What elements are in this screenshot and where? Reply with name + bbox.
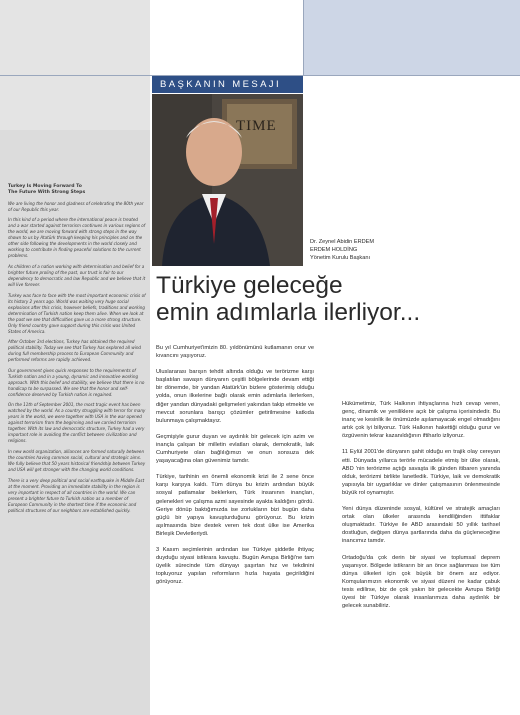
portrait-illustration bbox=[152, 94, 303, 266]
top-accent-block bbox=[303, 0, 520, 75]
headline-line-1: Türkiye geleceğe bbox=[156, 272, 343, 299]
sidebar-paragraph: We are living the honor and gladness of celebrating the 80th year of our Republic this year. bbox=[8, 200, 144, 212]
body-column-left bbox=[156, 344, 314, 594]
caption-name: Dr. Zeynel Abidin ERDEM bbox=[310, 239, 375, 245]
sidebar-top-panel bbox=[0, 0, 150, 130]
section-header: BAŞKANIN MESAJI bbox=[152, 76, 303, 93]
vertical-rule bbox=[303, 0, 304, 75]
body-column-right bbox=[342, 400, 500, 618]
body-paragraph: Hükümetimiz, Türk Halkının ihtiyaçlarına hızlı cevap veren, genç, dinamik ve yeniliklere açık bir çalışma içerisindedir. Bu inanç ve kesinlik ile önümüzde aşılamayacak engel olmadığını artık çok iyi biliyoruz. Türk Halkının hakettiği olduğu gurur ve özgüvenin tekrar kazanıldığının iftiharlo izliyoruz. bbox=[342, 401, 500, 440]
photo-caption bbox=[310, 238, 374, 262]
sidebar-paragraph: There is a very deep political and social earthquake in Middle East at the moment. Providing an immediate stability in the region is very important in respect of all countries in the world. We can present a brighter future to Turkish nation as a member of European Community in the shortest time if the economic and political structures of our neighbors are established quickly. bbox=[8, 477, 145, 513]
caption-role: Yönetim Kurulu Başkanı bbox=[310, 255, 371, 261]
sidebar-title: Turkey Is Moving Forward To The Future With Strong Steps bbox=[8, 184, 86, 196]
sidebar-paragraph: On the 11th of September 2001, the most tragic event has been watched by the world. As a country struggling with terror for many years in the world, we were together with USA in the war opened against terrorism from the beginning and we carried terrorism together. With its law and democratic structure, Turkey had a very important role in avoiding the conflict between civilization and religions. bbox=[8, 402, 146, 444]
portrait-photo bbox=[152, 94, 303, 266]
sidebar-paragraph: In this kind of a period where the international peace is treated and a war started against terrorism continues in various regions of the world, we are moving forward with strong steps in the way shown to us by Atatürk through keeping his principles and on the other side following the developments in the world closely and working to contribute in finding peaceful solutions to the current problems. bbox=[8, 217, 146, 259]
body-paragraph: 3 Kasım seçimlerinin ardından ise Türkiye şiddetle ihtiyaç duyduğu siyasi istikrara kavuştu. Bugün Avrupa Birliği'ne tam üyelik sürecinde tüm dünyayı şaşırtan hız ve tekdinini topluyoruz yapılan reformların hızla hayata geçirildiğini görüyoruz. bbox=[156, 546, 314, 586]
body-paragraph: Geçmişiyle gurur duyan ve aydınlık bir gelecek için azim ve inançla çalışan bir milletin evlatları olarak, demokratik, laik Cumhuriyete olan bağlılığımızı ve onun sonsuza dek yaşayacağına olan güvenimiz tamdır. bbox=[156, 433, 314, 465]
body-paragraph: Ortadoğu'da çok derin bir siyasi ve toplumsal deprem yaşanıyor. Bölgede istikrarın bir an önce sağlanması ise tüm dünya ülkeleri için çok büyük bir önem arz ediyor. Komşularımızın ekonomik ve siyasi düzeni ne kadar çabuk tesis edilirse, biz de çok yakın bir gelecekte Avrupa Birliği üyesi bir Türkiye olarak insanlarımıza daha aydınlık bir gelecek sunabiliriz. bbox=[342, 554, 500, 610]
body-paragraph: 11 Eylül 2001'de dünyanın şahit olduğu en trajik olay cereyan etti. Dünyada yıllarca terörle mücadele etmiş bir ülke olarak, ABD 'nin terörizme açtığı savaşta ilk günden itibaren yanında olduk, terörizmi birlikte lanetledik. Türkiye, laik ve demokratik yapısıyla bir uygarlıklar ve dinler çatışmasının önlenmesinde büyük rol oynamıştır. bbox=[342, 449, 500, 496]
sidebar-paragraph: Our government gives quick responses to the requirements of Turkish nation and in a young, dynamic and innovative working approach. With this belief and stability, we believe that there is no handicap to be surpassed. We see that the honor and self-confidence deserved by Turkish nation is regained. bbox=[8, 367, 145, 397]
headline-line-2: emin adımlarla ilerliyor... bbox=[156, 299, 421, 326]
sidebar-paragraph: Turkey was face to face with the most important economic crisis of its history 2 years ago. World was waiting very huge social explosions after this crisis, however beliefs, traditions and working determination of Turkish nation keep them alive. When we look at the past we see that difficulties gave us a more strong structure. Only friend country gave support during this crisis was United States of America. bbox=[8, 292, 146, 334]
english-summary bbox=[8, 184, 146, 518]
sidebar-paragraph: After October 3rd elections, Turkey has obtained the required political stability. Today we see that Turkey has explored all wind during full membership process to European Community and performed reforms are rapidly achieved. bbox=[8, 339, 142, 363]
caption-company: ERDEM HOLDİNG bbox=[310, 247, 358, 253]
body-paragraph: Bu yıl Cumhuriyet'imizin 80. yıldönümünü kutlamanın onur ve kıvancını yaşıyoruz. bbox=[156, 345, 314, 360]
sidebar-paragraph: As children of a nation working with determination and belief for a brighter future proling of the past, our trust is fair to our dependency to democratic and law Republic and we believe that it will live forever. bbox=[8, 264, 146, 287]
wall-sign-text: TIME bbox=[236, 118, 277, 134]
body-paragraph: Uluslararası barışın tehdit altında olduğu ve terörizme karşı başlatılan savaşın dünyanın çeşitli bölgelerinde devam ettiği bir dönemde, bir yandan Atatürk'ün bizlere gösterimiş olduğu yolda, onun ilkelerine bağlı olarak emin adımlarla ilerlerken, diğer yandan dünyadaki gelişmeleri yakından takip etmekte ve mevcut sorunlara barışçı çözümler getirilmesine katkıda bulunmaya çalışmaktayız. bbox=[156, 369, 314, 424]
body-paragraph: Türkiye, tarihinin en önemli ekonomik krizi ile 2 sene önce karşı karşıya kaldı. Tüm dünya bu krizin ardından büyük sosyal patlamalar beklerken, Türk insanının inançları, gelenekleri ve çalışma azmi sayesinde ayakta kaldığını gördü. Geriye dönüp baktığımızda ise zorlukların bizi bugün daha güçlü bir yapıya kavuşturduğunu görüyoruz. Bu krizin aşılmasında bize destek veren tek dost ülke ise Amerika Birleşik Devletleriydi. bbox=[156, 474, 314, 537]
sidebar-paragraph: In new world organization, alliances are formed naturally between the countries having common social, cultural and strategic aims. We fully believe that 50 years historical friendship between Turkey and USA will get stronger with the changing world conditions. bbox=[8, 448, 146, 472]
headline bbox=[156, 272, 516, 326]
body-paragraph: Yeni dünya düzeninde sosyal, kültürel ve stratejik amaçları ortak olan ülkeler arasında kendiliğinden ittifaklar oluşmaktadır. Türkiye ile ABD arasındaki 50 yıllık tarihsel dostluğun, değişen dünya şartlarında daha da güçleneceğine inancımız tamdır. bbox=[342, 506, 500, 545]
